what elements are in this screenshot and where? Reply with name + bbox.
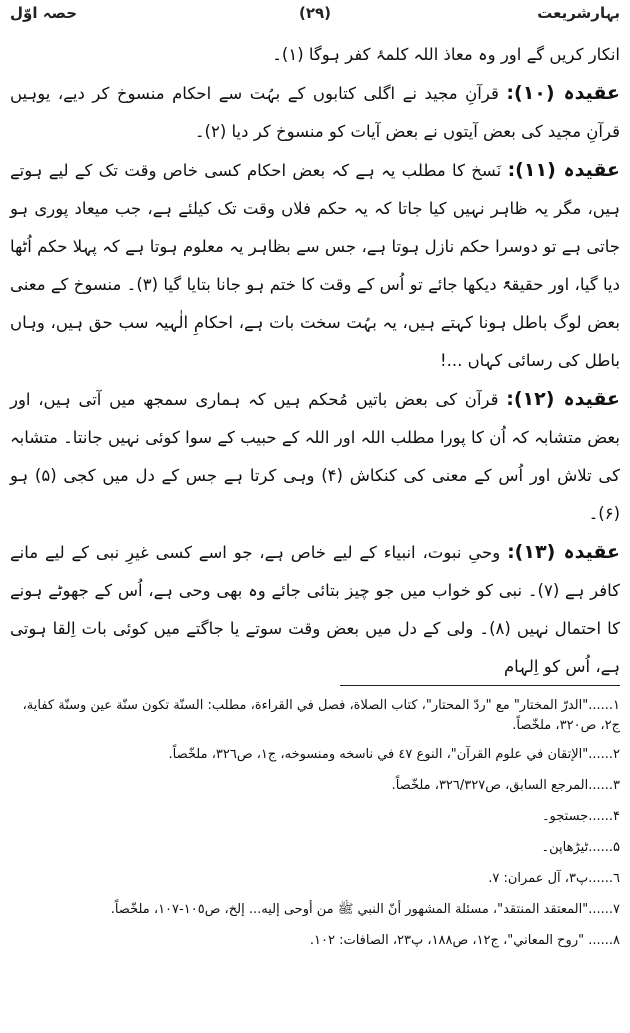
aqeedah-text: نَسخ کا مطلب یہ ہے کہ بعض احکام کسی خاص وقت تک کے لیے ہوتے ہیں، مگر یہ ظاہر نہیں کیا جاتا کہ یہ حکم فلاں وقت تک کیلئے ہے، جب میعاد پوری ہو جاتی ہے تو دوسرا حکم نازل ہوتا ہے، جس سے بظاہر یہ معلوم ہوتا ہے کہ پہلا حکم اُٹھا دیا گیا، اور حقیقۃً دیکھا جائے تو اُس کے وقت کا ختم ہو جانا بتایا گیا (۳)۔ منسوخ کے معنی بعض لوگ باطل ہونا کہتے ہیں، یہ بہُت سخت بات ہے، احکامِ الٰہیہ سب حق ہیں، وہاں باطل کی رسائی کہاں ...!: [10, 161, 620, 370]
page-header: [10, 4, 620, 28]
footnote-item: ٢......"الإتقان في علوم القرآن"، النوع ٤٧ في ناسخه ومنسوخه، ج١، ص٣٢٦، ملخّصاً.: [168, 747, 620, 762]
footnote-item: ۵......ٹیڑھاپن۔: [541, 840, 620, 855]
book-title: بہارشریعت: [537, 4, 620, 22]
part-label: حصہ اوّل: [10, 4, 78, 22]
footnote-item: ١......"الدرّ المختار" مع "ردّ المحتار"، كتاب الصلاة، فصل في القراءة، مطلب: السنّة تكون سنّة عين وسنّة كفاية، ج٢، ص٣٢٠، ملخّصاً.: [22, 698, 620, 733]
page-number: (۲۹): [298, 4, 332, 22]
aqeedah-text: قرآن کی بعض باتیں مُحکم ہیں کہ ہماری سمجھ میں آتی ہیں، اور بعض متشابہ کہ اُن کا پورا مطلب اللہ اور اللہ کے حبیب کے سوا کوئی نہیں جانتا۔ متشابہ کی تلاش اور اُس کے معنی کی کنکاش (۴) وہی کرتا ہے جس کے دل میں کجی (۵) ہو (۶)۔: [10, 390, 620, 523]
aqeedah-11: [10, 151, 620, 380]
footnote-item: ٨...... "روح المعاني"، ج١٢، ص١٨٨، پ٢٣، الصافات: ١٠٢.: [309, 933, 620, 948]
aqeedah-label: عقیدہ (۱۲):: [506, 388, 620, 410]
footnote-item: ٦......پ٣، آل عمران: ٧.: [488, 871, 620, 886]
footnote-item: ٧......"المعتقد المنتقد"، مسئلة المشهور أنّ النبي ﷺ من أوحى إليه... إلخ، ص١٠٥-١٠٧، ملخّصاً.: [110, 902, 620, 917]
footnotes: [10, 696, 620, 962]
aqeedah-label: عقیدہ (۱۰):: [506, 82, 621, 104]
paragraph-continuation: انکار کریں گے اور وہ معاذ اللہ کلمۂ کفر ہوگا (۱)۔: [272, 45, 620, 64]
aqeedah-text: قرآنِ مجید نے اگلی کتابوں کے بہُت سے احکام منسوخ کر دیے، یوہیں قرآنِ مجید کی بعض آیتوں نے بعض آیات کو منسوخ کر دیا (۲)۔: [10, 84, 620, 141]
aqeedah-13: [10, 533, 620, 686]
footnote-item: ٣......المرجع السابق، ص٣٢٦/٣٢٧، ملخّصاً.: [391, 778, 620, 793]
aqeedah-10: [10, 74, 620, 151]
aqeedah-label: عقیدہ (۱۳):: [507, 541, 620, 563]
footnote-item: ۴......جستجو۔: [541, 809, 620, 824]
footnote-separator: [340, 685, 620, 686]
aqeedah-label: عقیدہ (۱۱):: [507, 159, 620, 181]
aqeedah-12: [10, 380, 620, 533]
aqeedah-text: وحیِ نبوت، انبیاء کے لیے خاص ہے، جو اسے کسی غیرِ نبی کے لیے مانے کافر ہے (۷)۔ نبی کو خواب میں جو چیز بتائی جائے وہ بھی وحی ہے، اُس کے جھوٹے ہونے کا احتمال نہیں (۸)۔ ولی کے دل میں بعض وقت سوتے یا جاگتے میں کوئی بات اِلقا ہوتی ہے، اُس کو اِلہام: [10, 543, 621, 676]
main-text: [10, 36, 620, 686]
